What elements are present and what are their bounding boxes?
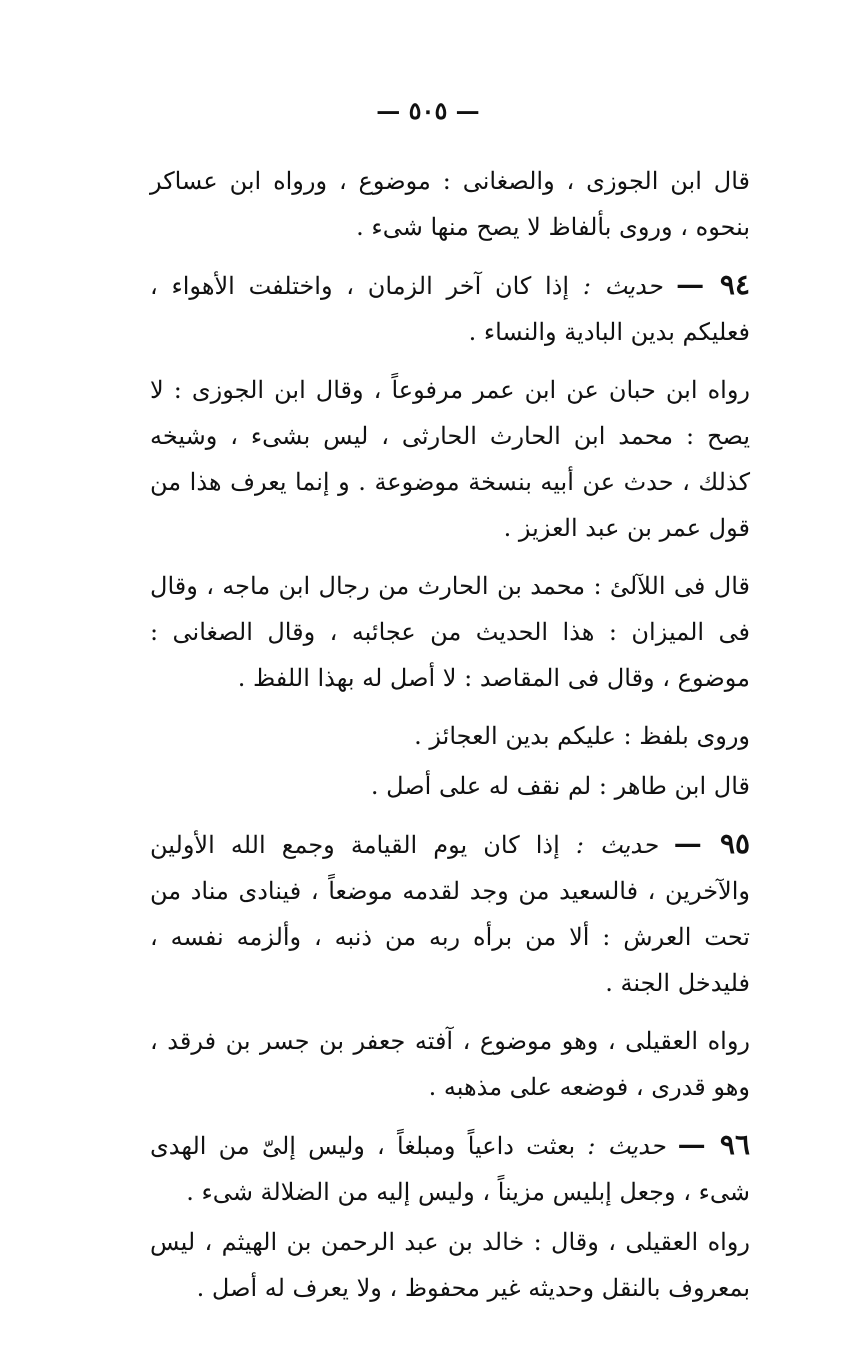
- commentary-paragraph: [150, 1219, 798, 1311]
- hadith-text: إذا كان آخر الزمان ، واختلفت الأهواء ، فعليكم بدين البادية والنساء .: [150, 272, 750, 346]
- page-number: — ٥٠٥ —: [376, 96, 480, 125]
- hadith-text: إذا كان يوم القيامة وجمع الله الأولين والآخرين ، فالسعيد من وجد لقدمه موضعاً ، فينادى مناد من تحت العرش : ألا من برأه ربه من ذنبه ، وألزمه نفسه ، فليدخل الجنة .: [150, 831, 750, 997]
- hadith-text: بعثت داعياً ومبلغاً ، وليس إلىّ من الهدى شىء ، وجعل إبليس مزيناً ، وليس إليه من الضلالة شىء .: [150, 1132, 750, 1206]
- hadith-label: حديث :: [575, 831, 658, 859]
- paragraph-text: قال فى اللآلئ : محمد بن الحارث من رجال ابن ماجه ، وقال فى الميزان : هذا الحديث من عجائبه ، وقال الصغانى : موضوع ، وقال فى المقاصد : لا أصل له بهذا اللفظ .: [150, 572, 750, 692]
- hadith-95: [150, 821, 798, 1006]
- hadith-number: ٩٤ —: [676, 268, 750, 301]
- paragraph-text: رواه العقيلى ، وقال : خالد بن عبد الرحمن بن الهيثم ، ليس بمعروف بالنقل وحديثه غير محفوظ ، ولا يعرف له أصل .: [150, 1228, 750, 1302]
- page-body: [150, 158, 798, 1323]
- commentary-paragraph: [150, 367, 798, 551]
- commentary-paragraph: [150, 563, 798, 701]
- paragraph-text: وروى بلفظ : عليكم بدين العجائز .: [414, 722, 750, 750]
- paragraph-intro: [150, 158, 798, 250]
- hadith-number: ٩٥ —: [673, 827, 751, 860]
- commentary-paragraph: [150, 763, 798, 809]
- hadith-label: حديث :: [582, 272, 663, 300]
- commentary-paragraph: [150, 713, 798, 759]
- hadith-96: [150, 1122, 798, 1215]
- hadith-label: حديث :: [587, 1132, 666, 1160]
- paragraph-text: رواه العقيلى ، وهو موضوع ، آفته جعفر بن جسر بن فرقد ، وهو قدرى ، فوضعه على مذهبه .: [150, 1027, 750, 1101]
- paragraph-text: رواه ابن حبان عن ابن عمر مرفوعاً ، وقال ابن الجوزى : لا يصح : محمد ابن الحارث الحارثى ، ليس بشىء ، وشيخه كذلك ، حدث عن أبيه بنسخة موضوعة . و إنما يعرف هذا من قول عمر بن عبد العزيز .: [150, 376, 750, 542]
- hadith-94: [150, 262, 798, 355]
- paragraph-text: قال ابن طاهر : لم نقف له على أصل .: [370, 772, 750, 800]
- paragraph-text: قال ابن الجوزى ، والصغانى : موضوع ، ورواه ابن عساكر بنحوه ، وروى بألفاظ لا يصح منها شىء .: [150, 167, 750, 241]
- hadith-number: ٩٦ —: [677, 1128, 750, 1161]
- commentary-paragraph: [150, 1018, 798, 1110]
